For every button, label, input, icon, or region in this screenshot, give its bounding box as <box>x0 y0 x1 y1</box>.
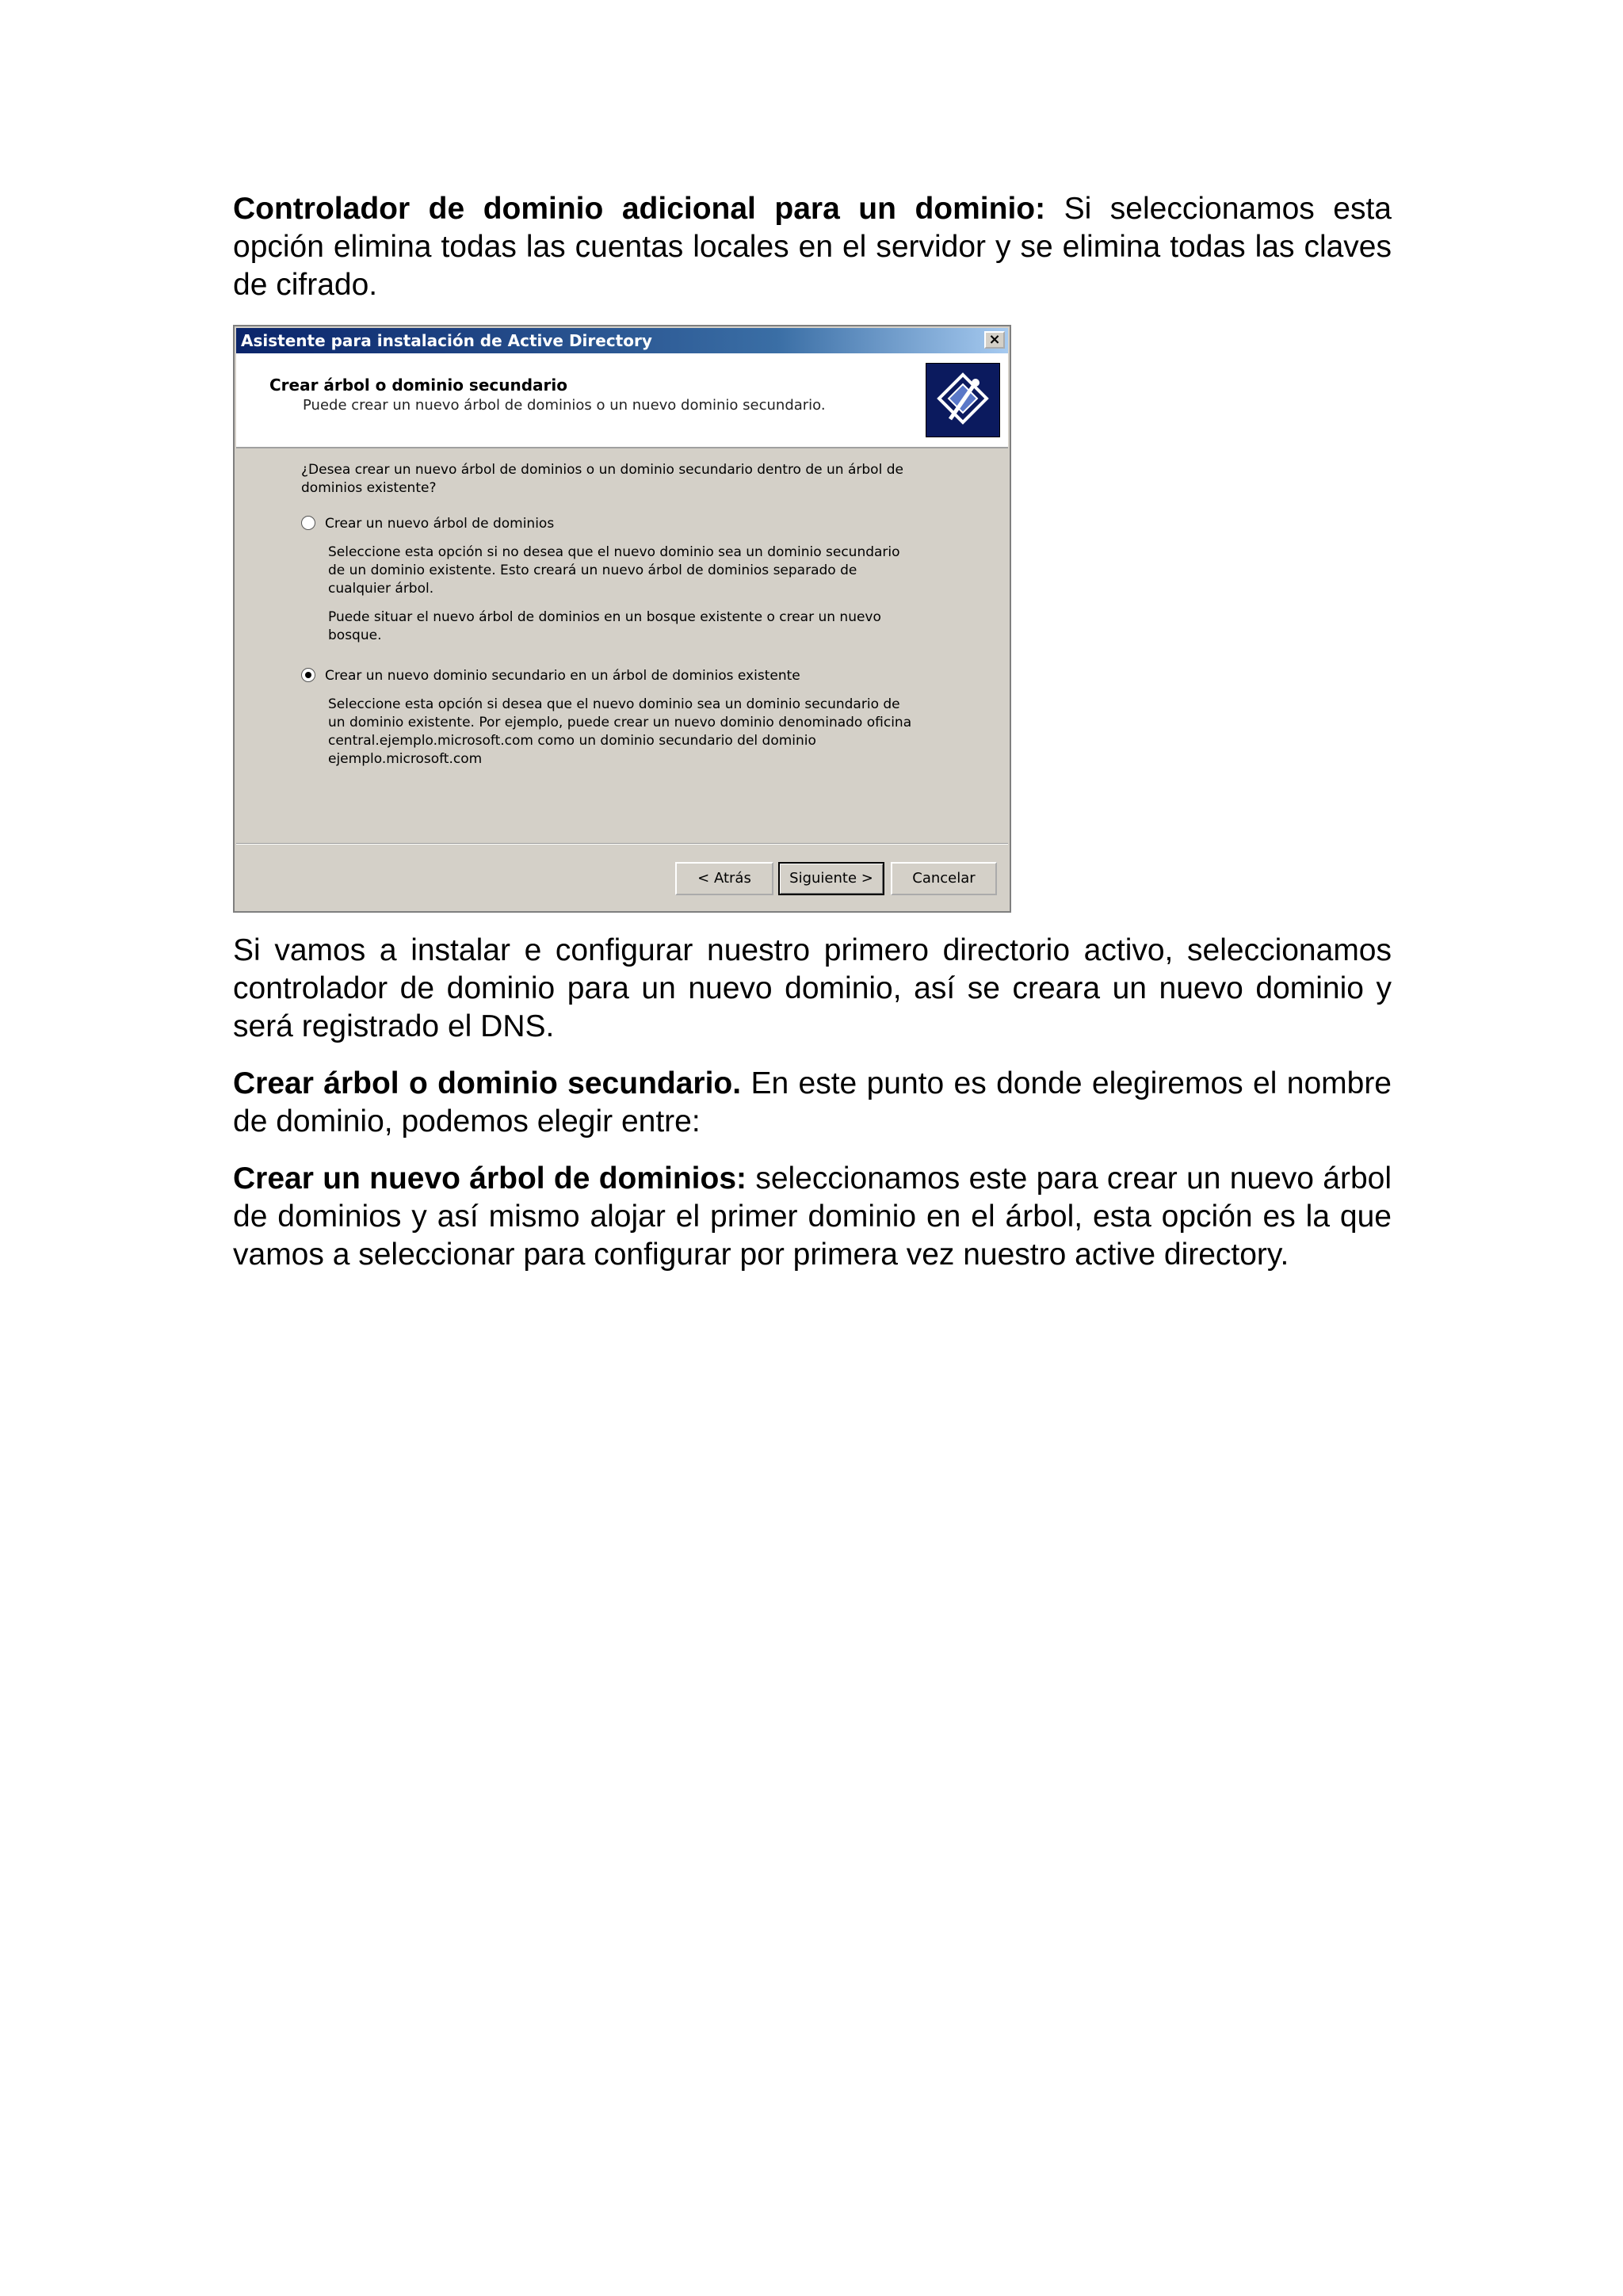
wizard-dialog-screenshot <box>233 325 1011 913</box>
paragraph-heading: Controlador de dominio adicional para un dominio: <box>233 192 1046 226</box>
option-child-domain[interactable] <box>301 667 800 685</box>
paragraph-create-tree-or-child <box>233 1065 1392 1141</box>
dialog-question: ¿Desea crear un nuevo árbol de dominios o un dominio secundario dentro de un árbol de dominios existente? <box>301 462 903 496</box>
back-button[interactable]: < Atrás <box>675 862 773 895</box>
option-child-domain-label: Crear un nuevo dominio secundario en un árbol de dominios existente <box>325 668 800 684</box>
footer-divider <box>236 843 1008 845</box>
directory-wizard-icon <box>926 363 1000 437</box>
cancel-button[interactable]: Cancelar <box>891 862 997 895</box>
radio-child-domain[interactable] <box>301 668 315 682</box>
paragraph-new-domain-tree <box>233 1160 1392 1274</box>
header-subtitle: Puede crear un nuevo árbol de dominios o un nuevo dominio secundario. <box>303 397 826 414</box>
paragraph-text: En este punto es donde elegiremos el nombre de dominio, podemos elegir entre: <box>233 1066 1392 1138</box>
paragraph-text: Si seleccionamos esta opción elimina todas las cuentas locales en el servidor y se elimina todas las claves de cifrado. <box>233 192 1392 302</box>
paragraph-heading: Crear un nuevo árbol de dominios: <box>233 1161 747 1196</box>
option-child-domain-description: Seleccione esta opción si desea que el nuevo dominio sea un dominio secundario de un dominio existente. Por ejemplo, puede crear un nuevo dominio denominado oficina central.ejemplo.microsoft.com como un dominio secundario del dominio ejemplo.microsoft.com <box>328 696 912 767</box>
next-button[interactable]: Siguiente > <box>778 862 884 895</box>
option-new-tree-description: Seleccione esta opción si no desea que el nuevo dominio sea un dominio secundario de un dominio existente. Esto creará un nuevo árbol de dominios separado de cualquier árbol. <box>328 544 900 597</box>
paragraph-additional-controller <box>233 190 1392 304</box>
option-new-tree-forest-note: Puede situar el nuevo árbol de dominios en un bosque existente o crear un nuevo bosque. <box>328 609 881 643</box>
paragraph-text: seleccionamos este para crear un nuevo árbol de dominios y así mismo alojar el primer dominio en el árbol, esta opción es la que vamos a seleccionar para configurar por primera vez nuestro active directory. <box>233 1161 1392 1272</box>
document-page <box>233 190 1392 1274</box>
header-title: Crear árbol o dominio secundario <box>269 376 567 395</box>
option-new-tree[interactable] <box>301 515 554 533</box>
radio-new-tree[interactable] <box>301 516 315 530</box>
paragraph-heading: Crear árbol o dominio secundario. <box>233 1066 742 1100</box>
close-button[interactable]: × <box>984 331 1005 349</box>
option-new-tree-label: Crear un nuevo árbol de dominios <box>325 516 555 532</box>
dialog-header <box>236 353 1008 448</box>
dialog-title: Asistente para instalación de Active Directory <box>241 331 652 350</box>
paragraph-first-directory: Si vamos a instalar e configurar nuestro primero directorio activo, seleccionamos controlador de dominio para un nuevo dominio, así se creara un nuevo dominio y será registrado el DNS. <box>233 933 1392 1043</box>
dialog-title-bar <box>236 328 1008 353</box>
